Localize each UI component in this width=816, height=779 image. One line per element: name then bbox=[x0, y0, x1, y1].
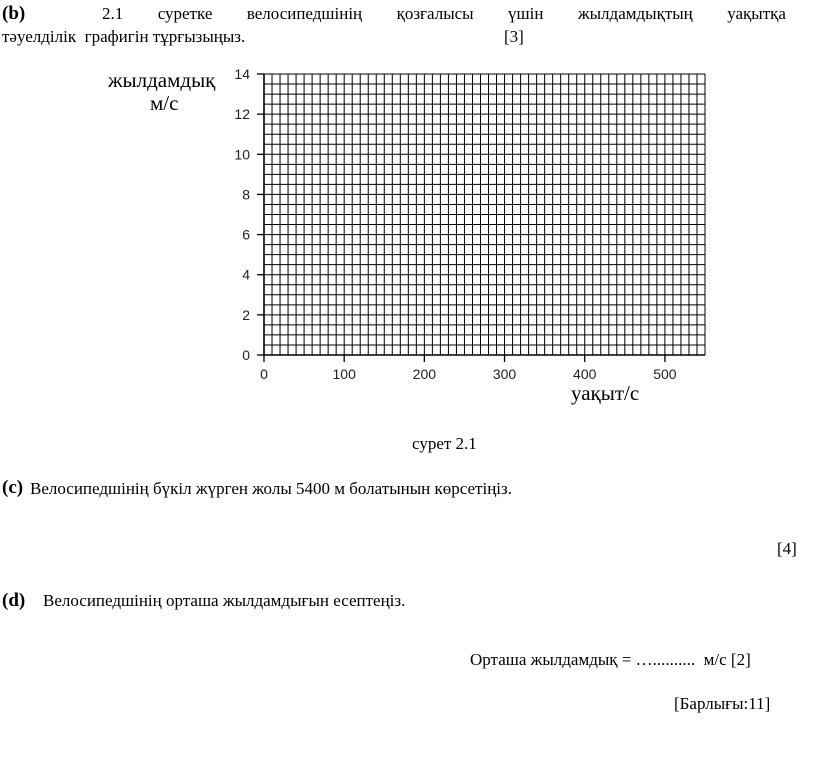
part-b-line2: тәуелділік графигін тұрғызыңыз. bbox=[2, 27, 246, 46]
x-tick-label: 400 bbox=[573, 366, 597, 382]
y-tick-labels bbox=[234, 66, 250, 363]
part-b-word: велосипедшінің bbox=[246, 4, 363, 23]
x-tick-label: 300 bbox=[492, 366, 517, 382]
part-c-text: Велосипедшінің бүкіл жүрген жолы 5400 м болатынын көрсетіңіз. bbox=[30, 479, 512, 498]
part-b-word: 2.1 bbox=[102, 4, 124, 23]
x-tick-labels bbox=[260, 366, 677, 382]
x-tick-label: 0 bbox=[260, 366, 268, 382]
x-axis-label: уақыт/с bbox=[571, 381, 640, 405]
part-b-marker: (b) bbox=[2, 3, 26, 24]
y-tick-label: 12 bbox=[234, 106, 250, 123]
total-marks: [Барлығы:11] bbox=[674, 694, 771, 713]
y-axis-label-line1: жылдамдық bbox=[108, 68, 216, 92]
part-b-word: жылдамдықтың bbox=[577, 4, 693, 23]
y-tick-label: 10 bbox=[234, 146, 250, 163]
chart-grid bbox=[264, 74, 705, 355]
part-c-marker: (c) bbox=[2, 477, 24, 498]
y-tick-label: 0 bbox=[242, 347, 250, 363]
part-b-word: суретке bbox=[157, 4, 213, 23]
chart-axes bbox=[257, 74, 705, 362]
part-d-marker: (d) bbox=[2, 590, 26, 611]
x-tick-label: 200 bbox=[412, 366, 437, 382]
part-b-word: үшін bbox=[508, 4, 544, 23]
answer-line: Орташа жылдамдық = ….......... м/с [2] bbox=[470, 650, 751, 669]
part-b-word: қозғалысы bbox=[396, 4, 474, 23]
part-b-marks: [3] bbox=[504, 27, 524, 46]
y-tick-label: 8 bbox=[242, 186, 250, 203]
figure-caption: сурет 2.1 bbox=[412, 434, 477, 453]
y-tick-label: 2 bbox=[242, 306, 250, 323]
y-axis-label-line2: м/с bbox=[150, 91, 179, 115]
y-tick-label: 14 bbox=[234, 66, 250, 82]
y-tick-label: 6 bbox=[242, 226, 250, 243]
part-d-text: Велосипедшінің орташа жылдамдығын есептеңіз. bbox=[43, 591, 406, 610]
y-tick-label: 4 bbox=[242, 266, 250, 283]
part-b-word: уақытқа bbox=[727, 4, 786, 23]
x-tick-label: 100 bbox=[332, 366, 356, 382]
part-c-marks: [4] bbox=[777, 539, 797, 558]
x-tick-label: 500 bbox=[653, 366, 677, 382]
